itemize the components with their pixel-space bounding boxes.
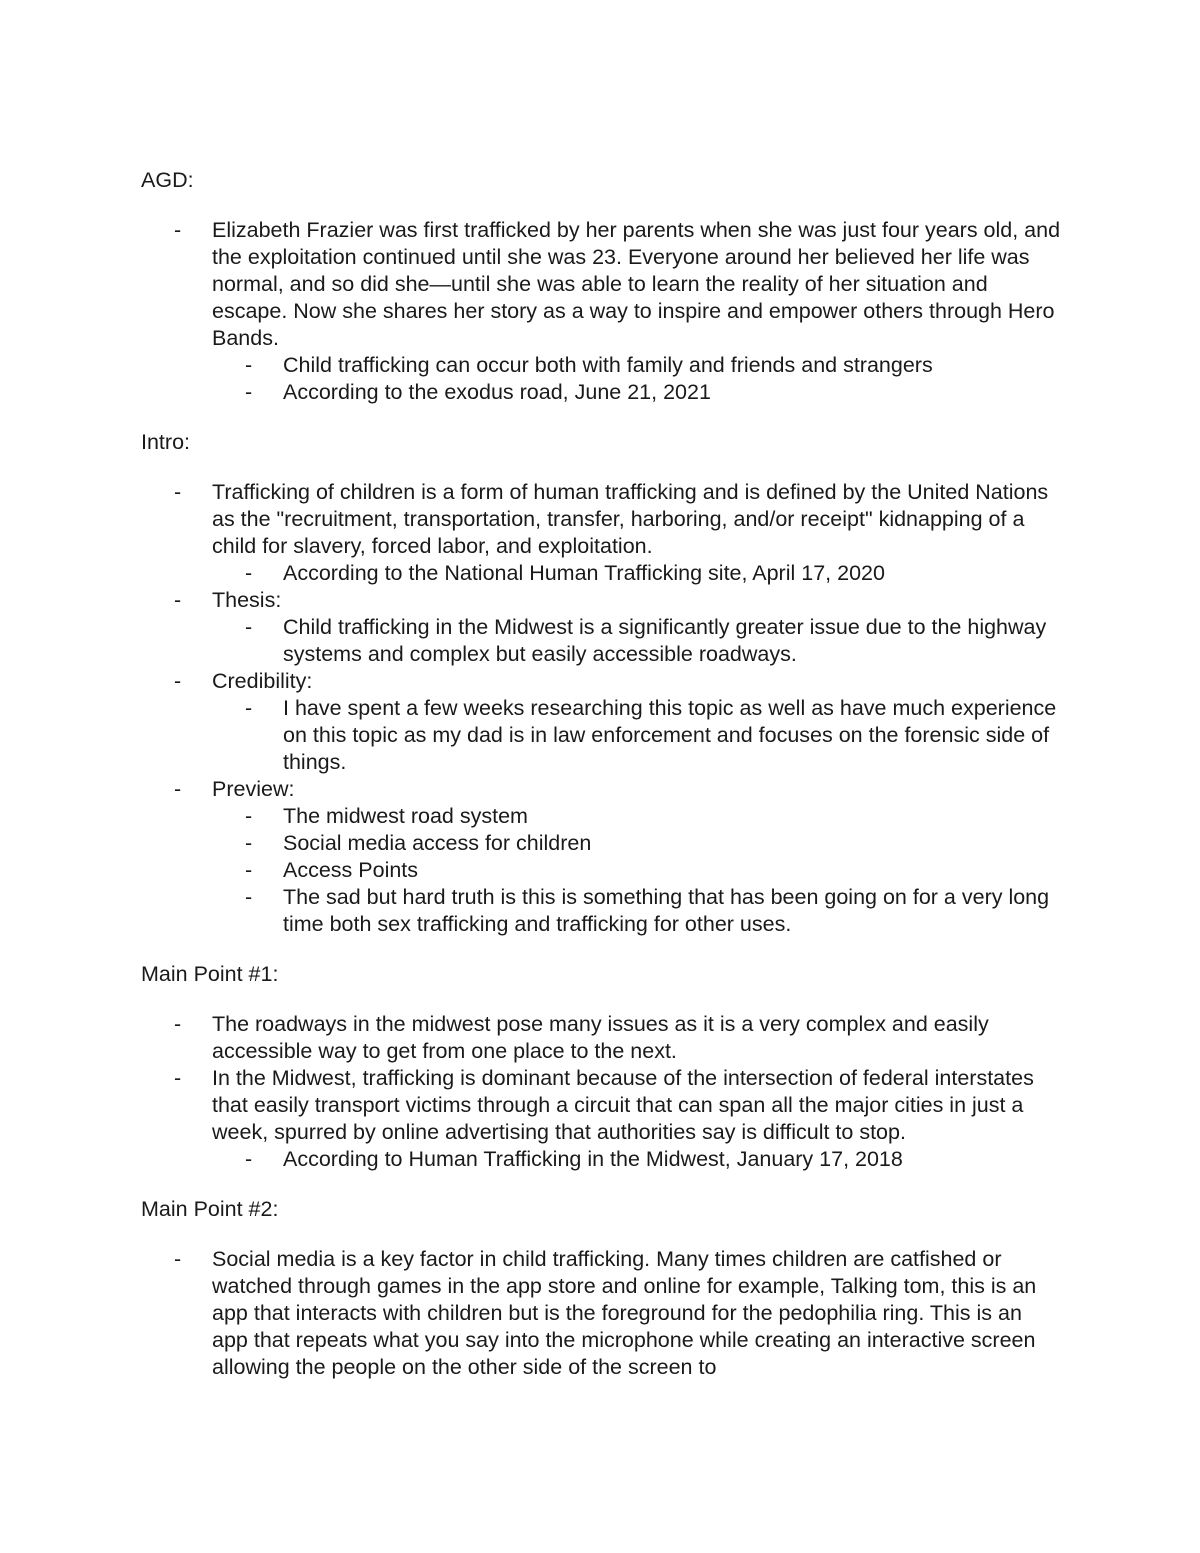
- dash-bullet: -: [245, 561, 253, 585]
- sub-list-wrapper: [212, 1146, 1061, 1173]
- dash-bullet: -: [245, 353, 253, 377]
- sub-list-wrapper: [212, 560, 1061, 587]
- section-heading: AGD:: [141, 168, 194, 192]
- sub-bullet-text: Access Points: [283, 858, 419, 882]
- dash-bullet: -: [245, 804, 253, 828]
- sub-bullet-list: [212, 614, 1061, 668]
- section-spacer: [141, 1173, 1061, 1196]
- sub-bullet-text: The midwest road system: [283, 804, 528, 828]
- bullet-text: Social media is a key factor in child trafficking. Many times children are catfished or watched through games in the app store and online for example, Talking tom, this is an app that interacts with children but is the foreground for the pedophilia ring. This is an app that repeats what you say into the microphone while creating an interactive screen allowing the people on the other side of the screen to: [212, 1247, 1037, 1379]
- sub-bullet-item: [212, 614, 1061, 668]
- outline-section: [141, 1196, 1061, 1381]
- sub-bullet-list: [212, 695, 1061, 776]
- section-spacer: [141, 406, 1061, 429]
- section-heading: Main Point #1:: [141, 962, 279, 986]
- sub-bullet-item: [212, 803, 1061, 830]
- section-heading: Main Point #2:: [141, 1197, 279, 1221]
- sub-list-wrapper: [212, 803, 1061, 938]
- dash-bullet: -: [174, 1012, 182, 1036]
- section-spacer: [141, 938, 1061, 961]
- dash-bullet: -: [174, 1066, 182, 1090]
- dash-bullet: -: [245, 831, 253, 855]
- dash-bullet: -: [174, 480, 182, 504]
- dash-bullet: -: [174, 588, 182, 612]
- bullet-text: Credibility:: [212, 669, 313, 693]
- sub-bullet-text: Child trafficking in the Midwest is a significantly greater issue due to the highway systems and complex but easily accessible roadways.: [283, 615, 1047, 666]
- dash-bullet: -: [174, 669, 182, 693]
- bullet-item: [141, 1246, 1061, 1381]
- dash-bullet: -: [245, 380, 253, 404]
- heading-spacer: [141, 194, 1061, 217]
- bullet-item: [141, 776, 1061, 938]
- bullet-list: [141, 1011, 1061, 1173]
- outline-section: [141, 167, 1061, 406]
- document-body: [141, 167, 1061, 1381]
- dash-bullet: -: [174, 1247, 182, 1271]
- sub-bullet-text: I have spent a few weeks researching this topic as well as have much experience on this topic as my dad is in law enforcement and focuses on the forensic side of things.: [283, 696, 1057, 774]
- dash-bullet: -: [245, 615, 253, 639]
- sub-bullet-text: Social media access for children: [283, 831, 592, 855]
- sub-bullet-item: [212, 857, 1061, 884]
- section-heading: Intro:: [141, 430, 190, 454]
- bullet-text: Elizabeth Frazier was first trafficked by her parents when she was just four years old, and the exploitation continued until she was 23. Everyone around her believed her life was normal, and so did she—until she was able to learn the reality of her situation and escape. Now she shares her story as a way to inspire and empower others through Hero Bands.: [212, 218, 1061, 350]
- sub-bullet-text: According to the exodus road, June 21, 2021: [283, 380, 711, 404]
- bullet-text: In the Midwest, trafficking is dominant because of the intersection of federal interstates that easily transport victims through a circuit that can span all the major cities in just a week, spurred by online advertising that authorities say is difficult to stop.: [212, 1066, 1034, 1144]
- sub-bullet-item: [212, 830, 1061, 857]
- bullet-text: Trafficking of children is a form of human trafficking and is defined by the United Nations as the "recruitment, transportation, transfer, harboring, and/or receipt" kidnapping of a child for slavery, forced labor, and exploitation.: [212, 480, 1049, 558]
- bullet-text: The roadways in the midwest pose many issues as it is a very complex and easily accessible way to get from one place to the next.: [212, 1012, 989, 1063]
- dash-bullet: -: [174, 218, 182, 242]
- dash-bullet: -: [245, 696, 253, 720]
- sub-bullet-text: Child trafficking can occur both with family and friends and strangers: [283, 353, 933, 377]
- bullet-item: [141, 587, 1061, 668]
- dash-bullet: -: [245, 858, 253, 882]
- outline-section: [141, 429, 1061, 938]
- sub-bullet-list: [212, 1146, 1061, 1173]
- sub-bullet-item: [212, 884, 1061, 938]
- bullet-item: [141, 217, 1061, 406]
- bullet-item: [141, 1011, 1061, 1065]
- heading-spacer: [141, 988, 1061, 1011]
- sub-bullet-item: [212, 695, 1061, 776]
- sub-bullet-list: [212, 803, 1061, 938]
- sub-list-wrapper: [212, 352, 1061, 406]
- bullet-list: [141, 479, 1061, 938]
- sub-bullet-text: According to Human Trafficking in the Midwest, January 17, 2018: [283, 1147, 903, 1171]
- sub-list-wrapper: [212, 695, 1061, 776]
- dash-bullet: -: [245, 885, 253, 909]
- sub-bullet-list: [212, 560, 1061, 587]
- sub-list-wrapper: [212, 614, 1061, 668]
- sub-bullet-text: According to the National Human Trafficking site, April 17, 2020: [283, 561, 885, 585]
- bullet-item: [141, 1065, 1061, 1173]
- sub-bullet-item: [212, 560, 1061, 587]
- bullet-text: Thesis:: [212, 588, 282, 612]
- heading-spacer: [141, 456, 1061, 479]
- heading-spacer: [141, 1223, 1061, 1246]
- sub-bullet-item: [212, 1146, 1061, 1173]
- bullet-text: Preview:: [212, 777, 295, 801]
- dash-bullet: -: [245, 1147, 253, 1171]
- bullet-list: [141, 217, 1061, 406]
- outline-section: [141, 961, 1061, 1173]
- sub-bullet-list: [212, 352, 1061, 406]
- dash-bullet: -: [174, 777, 182, 801]
- sub-bullet-item: [212, 379, 1061, 406]
- sub-bullet-item: [212, 352, 1061, 379]
- bullet-item: [141, 479, 1061, 587]
- bullet-item: [141, 668, 1061, 776]
- bullet-list: [141, 1246, 1061, 1381]
- sub-bullet-text: The sad but hard truth is this is something that has been going on for a very long time both sex trafficking and trafficking for other uses.: [283, 885, 1050, 936]
